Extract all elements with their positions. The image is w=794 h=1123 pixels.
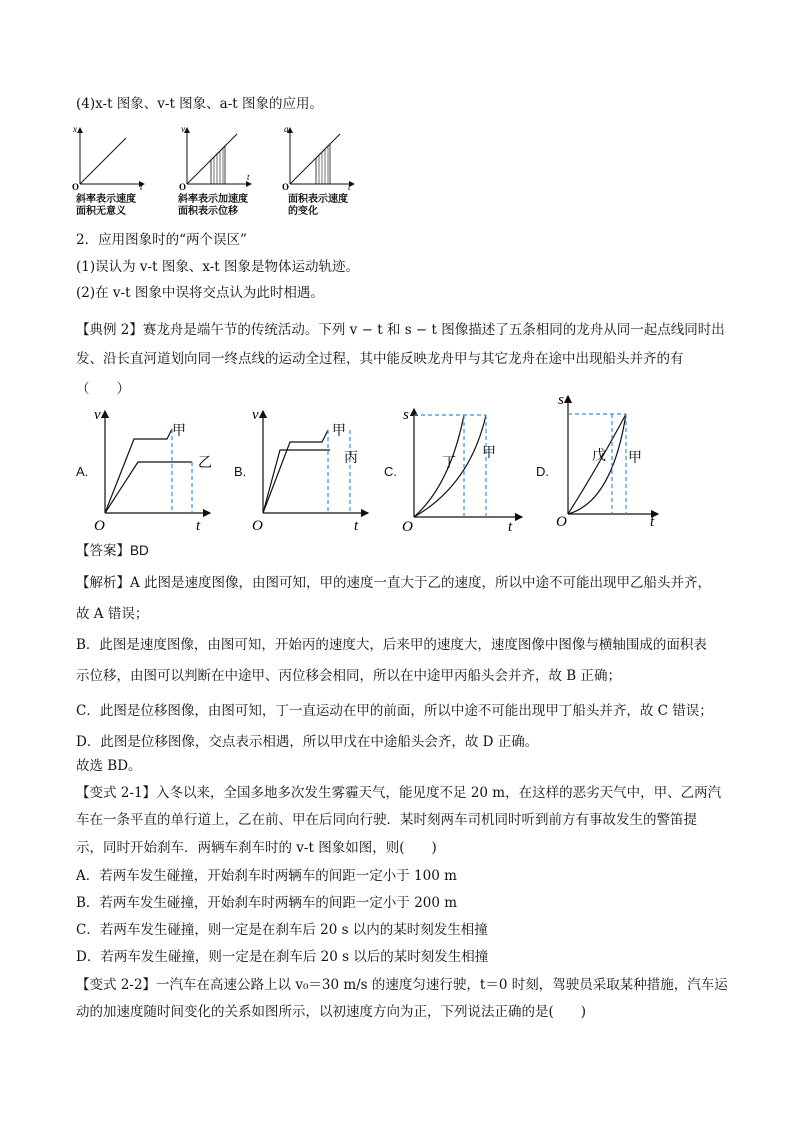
option-d-xaxis: t [650,514,655,528]
analysis-a2: 故 A 错误； [76,606,149,622]
answer: 【答案】BD [76,543,149,559]
section4-heading: (4)x-t 图象、v-t 图象、a-t 图象的应用。 [76,96,324,112]
graph-xt-origin: O [72,182,80,192]
analysis-b2: 示位移，由图可以判断在中途甲、丙位移会相同，所以在中途甲丙船头会并齐，故 B 正确； [76,668,622,684]
graph-at-yaxis: a [284,124,289,134]
section2-title: 2．应用图象时的“两个误区” [76,232,247,248]
variant21-option-b: B．若两车发生碰撞，开始刹车时两辆车的间距一定小于 200 m [76,895,458,911]
option-d-origin: O [556,514,567,528]
option-a-yaxis: v [94,407,101,423]
option-a-xaxis: t [196,518,201,533]
option-c-curve1: 甲 [482,446,496,461]
graph-vt [177,122,257,192]
option-a-curve2: 乙 [198,456,212,471]
variant21-option-d: D．若两车发生碰撞，则一定是在刹车后 20 s 以后的某时刻发生相撞 [76,949,489,965]
option-a-label: A. [76,464,89,479]
option-d-label: D. [536,464,549,479]
option-c-curve2: 丁 [442,456,456,471]
option-b-yaxis: v [252,407,259,423]
analysis-d: D．此图是位移图像，交点表示相遇，所以甲戊在中途船头会齐，故 D 正确。 [76,734,539,750]
option-a-origin: O [94,518,105,533]
option-b-curve1: 甲 [332,424,346,439]
option-b-graph [250,405,372,533]
option-c-origin: O [402,519,413,533]
variant22-line2: 动的加速度随时间变化的关系如图所示，以初速度方向为正，下列说法正确的是( ) [76,1004,587,1020]
graph-at-caption: 面积表示速度 的变化 [288,194,348,217]
variant22-line1: 【变式 2-2】一汽车在高速公路上以 v₀＝30 m/s 的速度匀速行驶，t＝0 时刻，驾驶员采取某种措施，汽车运 [76,977,728,993]
graph-xt-xaxis: t [140,182,143,192]
graph-at-origin: O [282,182,290,192]
option-b-label: B. [234,464,247,479]
section2-item2: (2)在 v-t 图象中误将交点认为此时相遇。 [76,285,324,301]
option-b-curve2: 丙 [344,451,358,466]
graph-vt-yaxis: v [181,124,185,134]
analysis-b1: B．此图是速度图像，由图可知，开始丙的速度大，后来甲的速度大，速度图像中图像与横轴围成的面积表 [76,637,707,653]
analysis-c: C．此图是位移图像，由图可知，丁一直运动在甲的前面，所以中途不可能出现甲丁船头并齐，故 C 错误； [76,703,713,719]
option-c-yaxis: s [403,407,409,423]
variant21-line3: 示，同时开始刹车．两辆车刹车时的 v-t 图象如图，则( ) [76,840,437,856]
example2-line1: 【典例 2】赛龙舟是端午节的传统活动。下列 v − t 和 s − t 图像描述了五条相同的龙舟从同一起点线同时出 [76,322,725,338]
variant21-option-c: C．若两车发生碰撞，则一定是在刹车后 20 s 以内的某时刻发生相撞 [76,922,488,938]
example2-line3: （ ） [76,381,130,397]
option-c-graph [400,405,526,533]
option-b-origin: O [252,518,263,533]
graph-vt-origin: O [179,182,187,192]
variant21-option-a: A．若两车发生碰撞，开始刹车时两辆车的间距一定小于 100 m [76,868,457,884]
option-d-yaxis: s [558,392,564,408]
graph-vt-xaxis: t [247,172,250,182]
graph-vt-caption: 斜率表示加速度 面积表示位移 [178,194,248,217]
graph-at [280,122,360,192]
example2-line2: 发、沿长直河道划向同一终点线的运动全过程，其中能反映龙舟甲与其它龙舟在途中出现船头并齐的有 [76,351,684,367]
graph-xt-yaxis: x [73,124,77,134]
option-d-graph [554,390,664,528]
graph-xt-caption: 斜率表示速度 面积无意义 [76,194,136,217]
variant21-line2: 车在一条平直的单行道上，乙在前、甲在后同向行驶．某时刻两车司机同时听到前方有事故发生的警笛提 [76,812,697,828]
option-c-label: C. [384,464,397,479]
analysis-a1: 【解析】A 此图是速度图像，由图可知，甲的速度一直大于乙的速度，所以中途不可能出现甲乙船头并齐， [76,575,712,591]
option-a-curve1: 甲 [172,424,186,439]
option-b-xaxis: t [354,518,359,533]
option-d-curve2: 戊 [592,449,606,464]
section2-item1: (1)误认为 v-t 图象、x-t 图象是物体运动轨迹。 [76,259,359,275]
option-a-graph [92,405,214,533]
graph-at-xaxis: t [348,182,351,192]
variant21-line1: 【变式 2-1】入冬以来，全国多地多次发生雾霾天气，能见度不足 20 m，在这样的恶劣天气中，甲、乙两汽 [76,785,722,801]
option-c-xaxis: t [508,519,513,533]
graph-xt [70,122,150,192]
option-d-curve1: 甲 [628,451,642,466]
conclusion: 故选 BD。 [76,758,142,774]
